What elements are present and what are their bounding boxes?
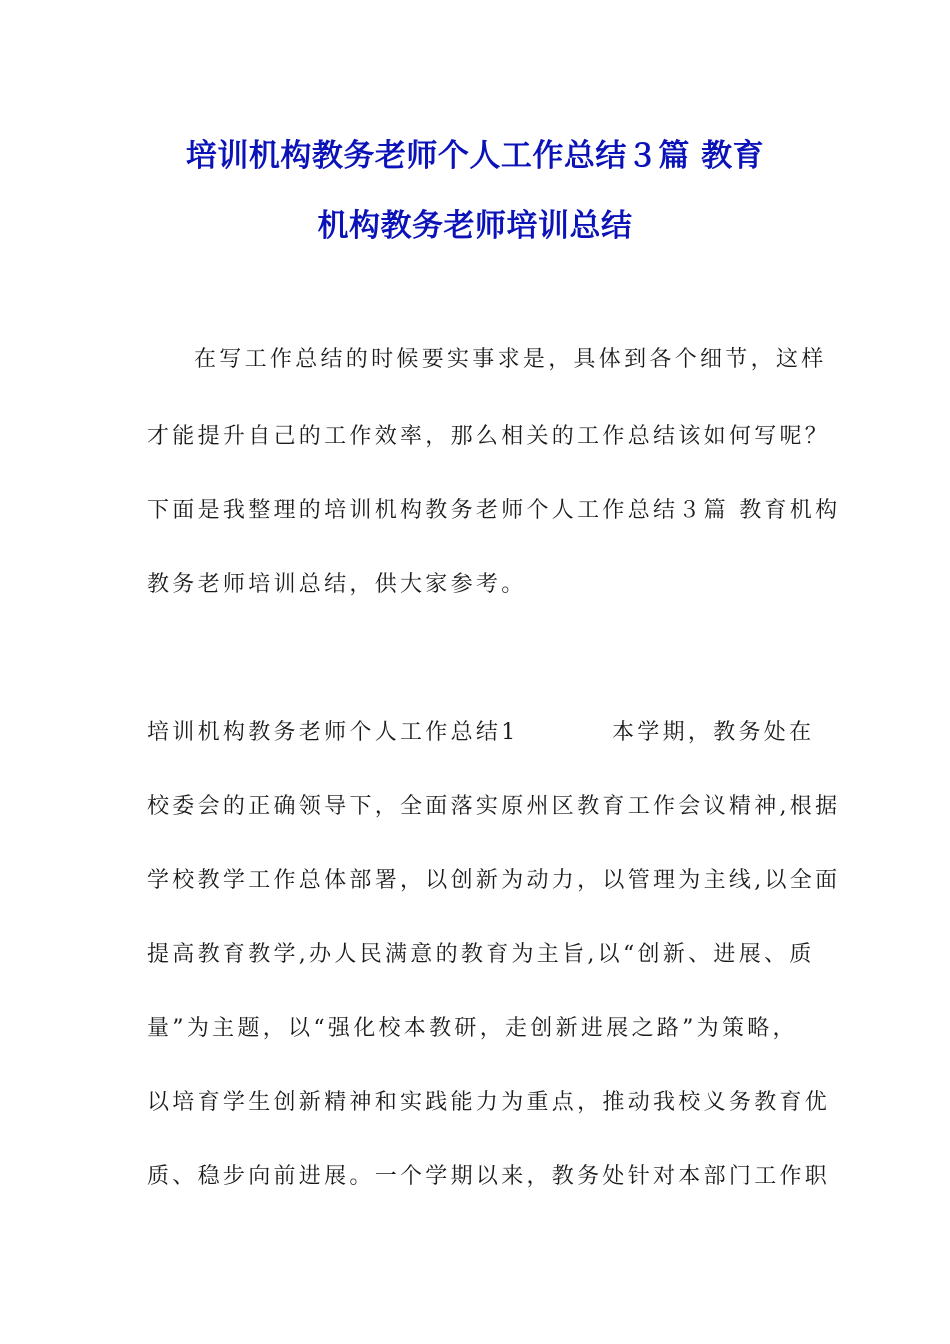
section-1-line-2: 学校教学工作总体部署，以创新为动力，以管理为主线,以全面 xyxy=(147,868,841,893)
document-title-line-2: 机构教务老师培训总结 xyxy=(317,208,633,244)
section-1-line-4: 量”为主题，以“强化校本教研，走创新进展之路”为策略， xyxy=(147,1016,798,1041)
section-1-heading: 培训机构教务老师个人工作总结1 xyxy=(147,720,519,745)
intro-line-4: 教务老师培训总结，供大家参考。 xyxy=(147,572,527,597)
intro-line-2: 才能提升自己的工作效率，那么相关的工作总结该如何写呢？ xyxy=(147,424,831,449)
section-1-line-3: 提高教育教学,办人民满意的教育为主旨,以“创新、进展、质 xyxy=(147,942,815,967)
section-1-line-1: 校委会的正确领导下，全面落实原州区教育工作会议精神,根据 xyxy=(147,794,841,819)
section-1-first-fragment: 本学期，教务处在 xyxy=(612,720,815,745)
section-1-line-5: 以培育学生创新精神和实践能力为重点，推动我校义务教育优 xyxy=(147,1090,831,1115)
document-title-line-1: 培训机构教务老师个人工作总结３篇 教育 xyxy=(185,138,765,174)
intro-line-1: 在写工作总结的时候要实事求是，具体到各个细节，这样 xyxy=(194,347,827,372)
intro-line-3: 下面是我整理的培训机构教务老师个人工作总结３篇 教育机构 xyxy=(147,498,841,523)
section-1-line-6: 质、稳步向前进展。一个学期以来，教务处针对本部门工作职 xyxy=(147,1164,831,1189)
